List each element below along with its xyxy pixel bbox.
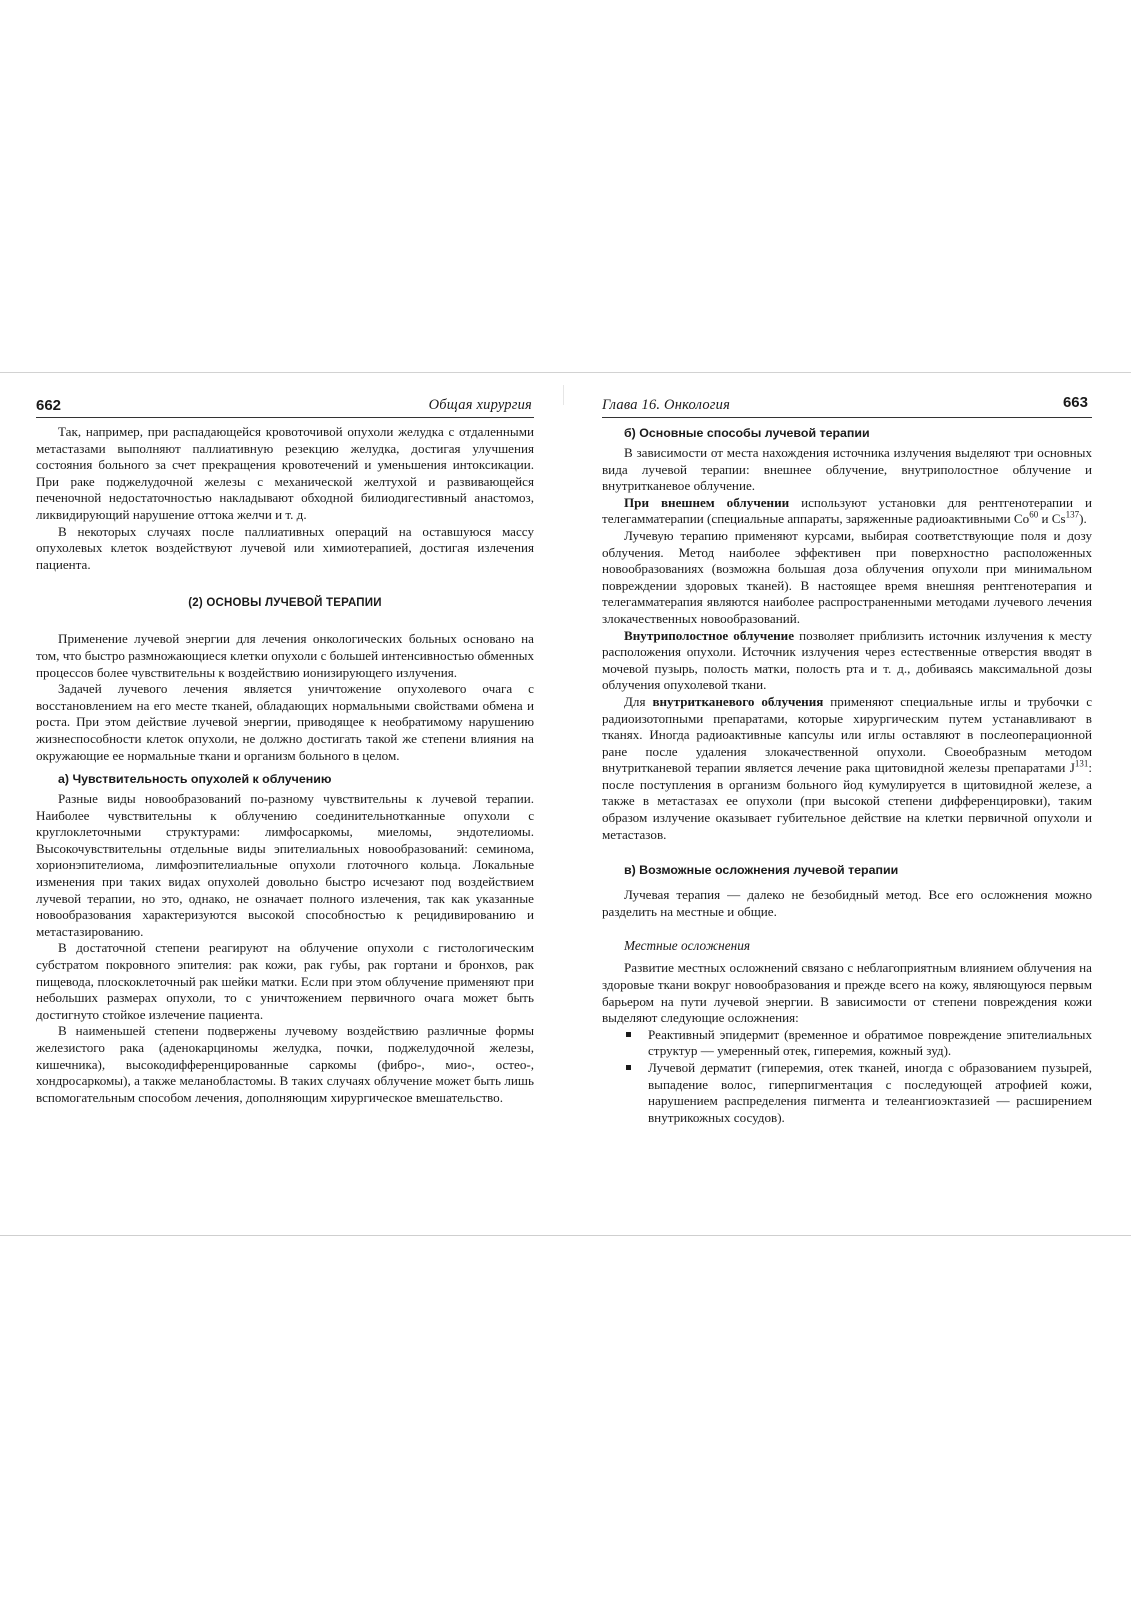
bullet-list: [602, 1027, 1092, 1127]
bold-term: внутритканевого облучения: [652, 693, 824, 709]
paragraph: В наименьшей степени подвержены лучевому воздействию различные формы железистого рака (аденокарциномы желудка, почки, поджелудочной железы, кишечника), высокодифференцированные саркомы (фибро-, мио-, остео-, хондросаркомы), а также меланобластомы. В таких случаях облучение может быть лишь вспомогательным способом лечения, дополняющим хирургическое вмешательство.: [36, 1023, 534, 1105]
paragraph: [602, 628, 1092, 694]
superscript: 131: [1074, 758, 1089, 769]
running-title: Общая хирургия: [428, 397, 532, 413]
italic-subheading: Местные осложнения: [624, 938, 751, 954]
text-run: Для: [624, 693, 653, 709]
paragraph: Лучевую терапию применяют курсами, выбирая соответствующие поля и дозу облучения. Метод наиболее эффективен при поверхностно расположенных новообразованиях (возможна большая доза облучения опухоли при минимальном повреждении здоровых тканей). В настоящее время внешняя рентгенотерапия и телегамматерапия являются наиболее распространенными методами лучевого лечения злокачественных новообразований.: [602, 527, 1092, 626]
paragraph: В достаточной степени реагируют на облучение опухоли с гистологическим субстратом покровного эпителия: рак кожи, рак губы, рак гортани и бронхов, рак пищевода, плоскоклеточный рак шейки матки. Если при этом облучение применяют при небольших размерах опухоли, то с уничтожением первичного очага может быть достигнуто стойкое излечение пациента.: [36, 940, 534, 1022]
paragraph: [602, 694, 1092, 843]
left-page: [36, 373, 534, 1106]
text-run: позволяет приблизить источник излучения к месту расположения опухоли. Источник излучения через естественные отверстия вводят в мочевой пузырь, полость матки, полость рта и т. д., добиваясь максимальной дозы облучения опухолевой ткани.: [602, 627, 1092, 693]
paragraph: В некоторых случаях после паллиативных операций на оставшуюся массу опухолевых клеток воздействуют лучевой или химиотерапией, достигая излечения пациента.: [36, 523, 534, 572]
paragraph: Так, например, при распадающейся кровоточивой опухоли желудка с отдаленными метастазами выполняют паллиативную резекцию желудка, достигая улучшения состояния больного за счет прекращения кровотечений и уменьшения интоксикации. При раке поджелудочной железы с механической желтухой и развивающейся печеночной недостаточностью накладывают обходной билиодигестивный анастомоз, ликвидирующий нарушение оттока желчи и т. д.: [36, 424, 534, 522]
paragraph: В зависимости от места нахождения источника излучения выделяют три основных вида лучевой терапии: внешнее облучение, внутриполостное облучение и внутритканевое облучение.: [602, 445, 1092, 494]
right-page-content: [602, 418, 1092, 1126]
paragraph: Развитие местных осложнений связано с неблагоприятным влиянием облучения на здоровые ткани вокруг новообразования и прежде всего на кожу, являющуюся первым барьером на пути лучевой энергии. В зависимости от степени повреждения кожи выделяют следующие осложнения:: [602, 960, 1092, 1026]
paragraph: [602, 495, 1092, 528]
page-number: 662: [36, 397, 62, 414]
text-run: и Cs: [1038, 511, 1066, 527]
right-page-header: [602, 373, 1092, 418]
section-heading: (2) ОСНОВЫ ЛУЧЕВОЙ ТЕРАПИИ: [188, 597, 382, 610]
paragraph: Лучевая терапия — далеко не безобидный метод. Все его осложнения можно разделить на местные и общие.: [602, 887, 1092, 919]
page-number: 663: [1062, 394, 1088, 411]
subheading: в) Возможные осложнения лучевой терапии: [624, 863, 899, 878]
text-run: : после поступления в организм больного йод кумулируется в щитовидной железе, а также в метастазах ее опухоли (при высокой степени дифференцировки), таким образом излучение оказывает губительное действие на клетки первичной опухоли и метастазов.: [602, 760, 1092, 842]
list-item: [602, 1027, 1092, 1060]
gutter-mark: [563, 385, 564, 405]
bold-term: При внешнем облучении: [624, 494, 790, 510]
paragraph: Задачей лучевого лечения является уничтожение опухолевого очага с восстановлением на его месте тканей, обладающих нормальными свойствами обмена и роста. При этом действие лучевой энергии, приводящее к необратимому нарушению жизнеспособности клеток опухоли, не должно достигать такой же степени влияния на окружающие ее нормальные ткани и организм больного в целом.: [36, 681, 534, 763]
running-title: Глава 16. Онкология: [602, 397, 731, 413]
list-item-text: Реактивный эпидермит (временное и обратимое повреждение эпителиальных структур — умеренный отек, гиперемия, кожный зуд).: [648, 1026, 1092, 1059]
list-item: [602, 1060, 1092, 1126]
bullet-square-icon: [626, 1032, 631, 1037]
subheading: б) Основные способы лучевой терапии: [624, 426, 870, 440]
text-run: используют установки для рентгенотерапии и телегамматерапии (специальные аппараты, заряженные радиоактивными Co: [602, 494, 1092, 527]
superscript: 137: [1065, 510, 1080, 521]
left-page-content: [36, 418, 534, 1106]
right-page: [602, 373, 1092, 1126]
text-run: ).: [1079, 511, 1087, 527]
text-run: применяют специальные иглы и трубочки с радиоизотопными препаратами, которые хирургическим путем устанавливают в тканях. Иногда радиоактивные капсулы или иглы оставляют в послеоперационной ране после удаления злокачественной опухоли. Своеобразным методом внутритканевой терапии является лечение рака щитовидной железы препаратами J: [602, 693, 1093, 776]
bold-term: Внутриполостное облучение: [624, 627, 795, 643]
book-spread: [0, 372, 1131, 1236]
paragraph: Применение лучевой энергии для лечения онкологических больных основано на том, что быстро размножающиеся клетки опухоли с большей интенсивностью обменных процессов более чувствительны к воздействию ионизирующего излучения.: [36, 631, 534, 680]
bullet-square-icon: [626, 1065, 631, 1070]
left-page-header: [36, 373, 534, 418]
list-item-text: Лучевой дерматит (гиперемия, отек тканей, иногда с образованием пузырей, выпадение волос, гиперпигментация с последующей атрофией кожи, нарушением распределения пигмента и телеангиоэктазией — расширением внутрикожных сосудов).: [648, 1060, 1092, 1125]
superscript: 60: [1029, 510, 1039, 521]
subheading: а) Чувствительность опухолей к облучению: [58, 772, 332, 787]
paragraph: Разные виды новообразований по-разному чувствительны к лучевой терапии. Наиболее чувствительны к облучению соединительнотканные опухоли с круглоклеточными структурами: лимфосаркомы, миеломы, эндотелиомы. Высокочувствительны отдельные виды эпителиальных новообразований: семинома, хорионэпителиома, лимфоэпителиальные опухоли глоточного кольца. Локальные изменения при таких видах опухолей довольно быстро исчезают под воздействием лучевой терапии, но это, однако, не означает полного излечения, так как указанные новообразования характеризуются высокой способностью к рецидивированию и метастазированию.: [36, 791, 534, 939]
